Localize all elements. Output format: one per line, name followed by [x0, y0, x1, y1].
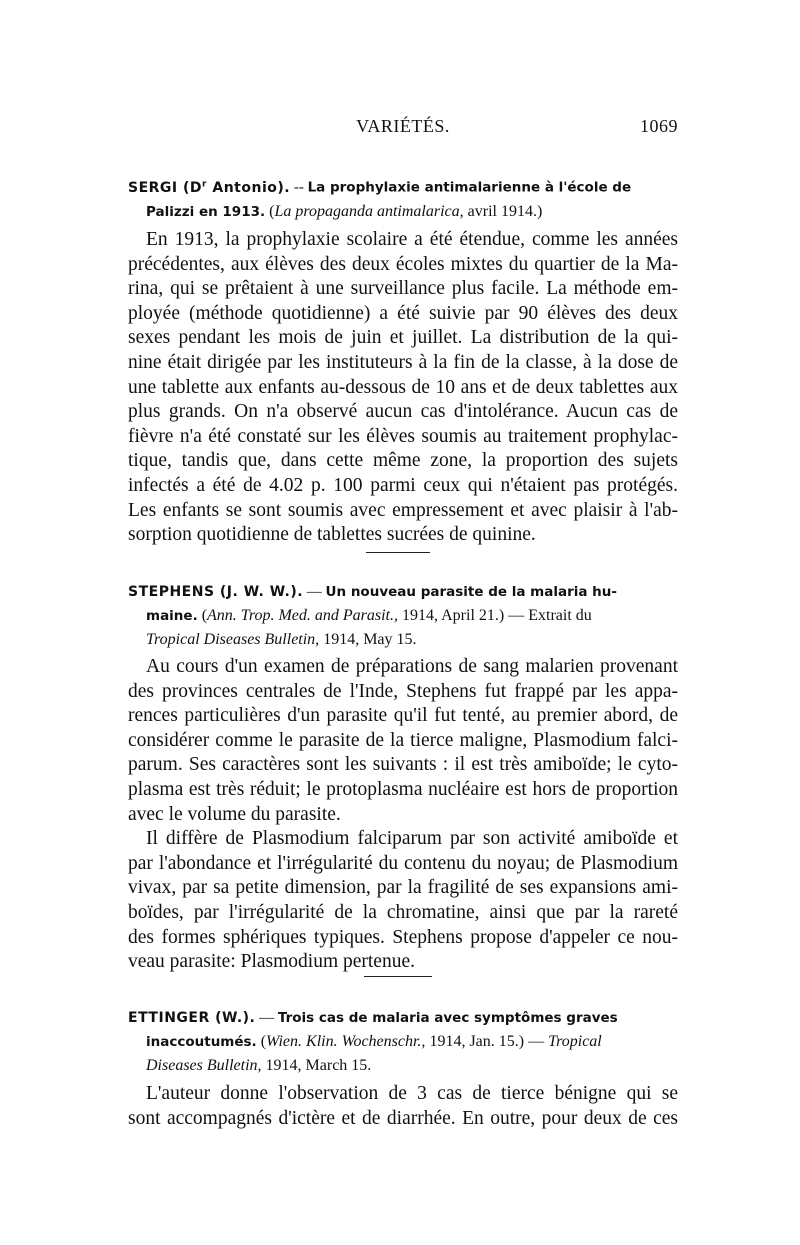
entry-heading-stephens: STEPHENS (J. W. W.). — Un nouveau parasite de la malaria hu- maine. (Ann. Trop. Med. and Parasit., 1914, April 21.) — Extrait du Tropical Diseases Bulletin, 1914, May 15. [128, 584, 617, 648]
entry-title: Un nouveau parasite de la malaria hu- [325, 584, 617, 600]
text-line: parum. Ses caractères sont les suivants : il est très amiboïde; le cyto- [128, 754, 678, 776]
entry-source-bulletin: Diseases Bulletin, [146, 1057, 262, 1074]
text-line: Il diffère de Plasmodium falciparum par son activité amiboïde et [146, 828, 678, 850]
text-line: ployée (méthode quotidienne) a été suivie par 90 élèves des deux [128, 302, 678, 324]
text-line: tique, tandis que, dans cette même zone, la proportion des sujets [128, 450, 678, 472]
text-line: des formes sphériques typiques. Stephens propose d'appeler ce nou- [128, 926, 678, 948]
entry-body-stephens [128, 655, 678, 975]
text-line: plasma est très réduit; le protoplasma nucléaire est hors de proportion [128, 778, 678, 800]
text-line: veau parasite: Plasmodium pertenue. [128, 951, 415, 973]
running-title: VARIÉTÉS. [356, 116, 450, 136]
text-line: avec le volume du parasite. [128, 803, 341, 825]
text-line: sont accompagnés d'ictère et de diarrhée. En outre, pour deux de ces [128, 1107, 678, 1129]
entry-author: ETTINGER (W.). [128, 1010, 256, 1026]
entry-heading-sergi: SERGI ($D^r$ Antonio). -- La prophylaxie antimalarienne à l'école de Palizzi en 1913. (La propaganda antimalarica, avril 1914.) [128, 179, 632, 220]
text-line: des provinces centrales de l'Inde, Stephens fut frappé par les appa- [128, 680, 678, 702]
entry-source: Wien. Klin. Wochenschr., [266, 1033, 426, 1050]
entry-title-cont: Palizzi en 1913. [146, 203, 266, 220]
text-line: En 1913, la prophylaxie scolaire a été étendue, comme les années [146, 229, 678, 250]
text-line: une tablette aux enfants au-dessous de 10 ans et de deux tablettes aux [128, 376, 678, 398]
entry-title: Trois cas de malaria avec symptômes graves [277, 1010, 618, 1026]
section-separator [364, 976, 432, 977]
text-line: plus grands. On n'a observé aucun cas d'intolérance. Aucun cas de [128, 401, 678, 423]
text-line: Les enfants se sont soumis avec empressement et avec plaisir à l'ab- [128, 499, 678, 521]
entry-body-sergi [128, 228, 678, 548]
entry-title-cont: inaccoutumés. [146, 1034, 257, 1050]
text-line: fièvre n'a été constaté sur les élèves soumis au traitement prophylac- [128, 425, 678, 447]
text-line: Au cours d'un examen de préparations de sang malarien provenant [146, 656, 678, 677]
text-line: par l'abondance et l'irrégularité du contenu du noyau; de Plasmodium [128, 852, 678, 874]
entry-title-cont: maine. [146, 608, 198, 624]
section-separator [366, 552, 430, 553]
text-line: rences particulières d'un parasite qu'il fut tenté, au premier abord, de [128, 705, 678, 727]
entry-body-ettinger [128, 1082, 678, 1131]
entry-source-bulletin: Tropical Diseases Bulletin, [146, 631, 320, 648]
text-line: infectés a été de 4.02 p. 100 parmi ceux qui n'étaient pas protégés. [128, 474, 678, 496]
text-line: sexes pendant les mois de juin et juillet. La distribution de la qui- [128, 327, 678, 349]
text-line: boïdes, par l'irrégularité de la chromatine, ainsi que par la rareté [128, 901, 678, 923]
text-line: nine était dirigée par les instituteurs à la fin de la classe, à la dose de [128, 351, 678, 373]
entry-source: La propaganda antimalarica, [274, 202, 464, 220]
text-line: considérer comme le parasite de la tierce maligne, Plasmodium falci- [128, 729, 678, 751]
entry-source: Ann. Trop. Med. and Parasit., [207, 607, 398, 624]
running-head [128, 116, 678, 140]
text-line: L'auteur donne l'observation de 3 cas de tierce bénigne qui se [146, 1083, 678, 1104]
text-line: précédentes, aux élèves des deux écoles mixtes du quartier de la Ma- [128, 253, 678, 275]
text-line: rina, qui se prêtaient à une surveillance plus facile. La méthode em- [128, 278, 678, 300]
text-line: sorption quotidienne de tablettes sucrées de quinine. [128, 524, 536, 546]
text-line: vivax, par sa petite dimension, par la fragilité de ses expansions ami- [128, 877, 678, 899]
entry-title: La prophylaxie antimalarienne à l'école de [307, 179, 632, 196]
entry-heading-ettinger: ETTINGER (W.). — Trois cas de malaria avec symptômes graves inaccoutumés. (Wien. Klin. Wochenschr., 1914, Jan. 15.) — Tropical Diseases Bulletin, 1914, March 15. [128, 1010, 618, 1074]
entry-author: SERGI ($D^r$ Antonio). [128, 179, 291, 196]
entry-author: STEPHENS (J. W. W.). [128, 584, 304, 600]
page-number: 1069 [640, 116, 678, 136]
